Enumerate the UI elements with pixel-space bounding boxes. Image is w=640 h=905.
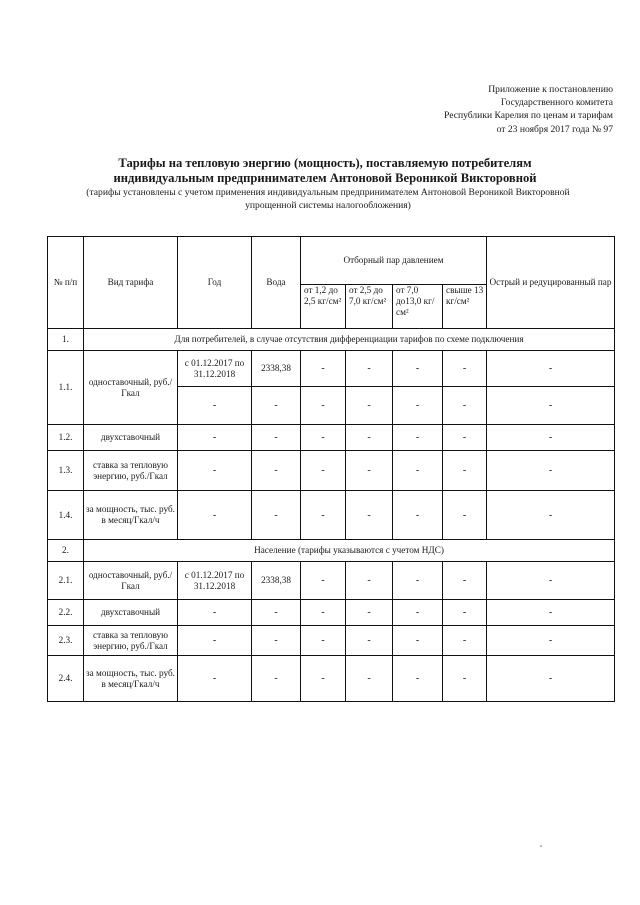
cell-dash: - bbox=[393, 451, 443, 491]
row-num: 2.2. bbox=[48, 600, 84, 626]
table-row bbox=[48, 351, 615, 387]
subtitle-line: упрощенной системы налогообложения) bbox=[245, 199, 411, 211]
cell-dash: - bbox=[487, 491, 615, 540]
header-tariff-type: Вид тарифа bbox=[84, 237, 178, 329]
row-water-value: 2338,38 bbox=[252, 351, 301, 387]
cell-dash: - bbox=[178, 656, 252, 702]
row-tariff-type: двухставочный bbox=[84, 600, 178, 626]
document-title bbox=[40, 156, 610, 186]
table-row bbox=[48, 451, 615, 491]
cell-dash: - bbox=[178, 425, 252, 451]
tariff-table bbox=[47, 236, 615, 702]
cell-dash: - bbox=[178, 387, 252, 425]
cell-dash: - bbox=[252, 425, 301, 451]
cell-dash: - bbox=[393, 351, 443, 387]
cell-dash: - bbox=[346, 351, 393, 387]
cell-dash: - bbox=[443, 600, 487, 626]
cell-dash: - bbox=[346, 626, 393, 656]
header-pressure-4: свыше 13 кг/см² bbox=[443, 285, 487, 329]
header-water: Вода bbox=[252, 237, 301, 329]
appendix-line: Государственного комитета bbox=[500, 97, 613, 109]
row-tariff-type: за мощность, тыс. руб. в месяц/Гкал/ч bbox=[84, 656, 178, 702]
cell-dash: - bbox=[487, 351, 615, 387]
header-num: № п/п bbox=[48, 237, 84, 329]
table-row bbox=[48, 491, 615, 540]
row-num: 1. bbox=[48, 329, 84, 351]
appendix-line: Республики Карелия по ценам и тарифам bbox=[443, 110, 613, 122]
cell-dash: - bbox=[301, 626, 346, 656]
cell-dash: - bbox=[346, 491, 393, 540]
header-pressure-1: от 1,2 до 2,5 кг/см² bbox=[301, 285, 346, 329]
cell-dash: - bbox=[301, 387, 346, 425]
cell-dash: - bbox=[346, 656, 393, 702]
cell-dash: - bbox=[346, 387, 393, 425]
scan-speck bbox=[540, 845, 542, 847]
cell-dash: - bbox=[301, 451, 346, 491]
cell-dash: - bbox=[346, 562, 393, 600]
row-water-value: 2338,38 bbox=[252, 562, 301, 600]
row-period: с 01.12.2017 по 31.12.2018 bbox=[178, 351, 252, 387]
cell-dash: - bbox=[393, 387, 443, 425]
cell-dash: - bbox=[301, 656, 346, 702]
row-tariff-type: ставка за тепловую энергию, руб./Гкал bbox=[84, 451, 178, 491]
cell-dash: - bbox=[443, 562, 487, 600]
row-tariff-type: одноставочный, руб./Гкал bbox=[84, 351, 178, 425]
header-row bbox=[48, 237, 615, 285]
section-title: Для потребителей, в случае отсутствия дифференциации тарифов по схеме подключения bbox=[84, 329, 615, 351]
cell-dash: - bbox=[252, 387, 301, 425]
cell-dash: - bbox=[301, 425, 346, 451]
cell-dash: - bbox=[393, 626, 443, 656]
appendix-note bbox=[353, 83, 613, 136]
section-title: Население (тарифы указываются с учетом НДС) bbox=[84, 540, 615, 562]
row-num: 2. bbox=[48, 540, 84, 562]
row-num: 1.1. bbox=[48, 351, 84, 425]
row-num: 2.1. bbox=[48, 562, 84, 600]
cell-dash: - bbox=[178, 491, 252, 540]
cell-dash: - bbox=[252, 656, 301, 702]
header-year: Год bbox=[178, 237, 252, 329]
section-row bbox=[48, 329, 615, 351]
cell-dash: - bbox=[301, 351, 346, 387]
row-tariff-type: ставка за тепловую энергию, руб./Гкал bbox=[84, 626, 178, 656]
row-tariff-type: двухставочный bbox=[84, 425, 178, 451]
cell-dash: - bbox=[443, 451, 487, 491]
cell-dash: - bbox=[178, 451, 252, 491]
cell-dash: - bbox=[487, 425, 615, 451]
cell-dash: - bbox=[346, 451, 393, 491]
cell-dash: - bbox=[346, 600, 393, 626]
row-num: 1.3. bbox=[48, 451, 84, 491]
table-row bbox=[48, 425, 615, 451]
cell-dash: - bbox=[443, 656, 487, 702]
row-num: 2.4. bbox=[48, 656, 84, 702]
row-tariff-type: за мощность, тыс. руб. в месяц/Гкал/ч bbox=[84, 491, 178, 540]
row-num: 1.4. bbox=[48, 491, 84, 540]
row-tariff-type: одноставочный, руб./Гкал bbox=[84, 562, 178, 600]
table-row bbox=[48, 656, 615, 702]
table-row bbox=[48, 562, 615, 600]
row-num: 2.3. bbox=[48, 626, 84, 656]
cell-dash: - bbox=[443, 491, 487, 540]
cell-dash: - bbox=[252, 491, 301, 540]
cell-dash: - bbox=[393, 491, 443, 540]
appendix-line: от 23 ноября 2017 года № 97 bbox=[496, 123, 613, 135]
cell-dash: - bbox=[346, 425, 393, 451]
cell-dash: - bbox=[393, 425, 443, 451]
cell-dash: - bbox=[178, 600, 252, 626]
row-num: 1.2. bbox=[48, 425, 84, 451]
cell-dash: - bbox=[443, 387, 487, 425]
cell-dash: - bbox=[252, 451, 301, 491]
cell-dash: - bbox=[487, 656, 615, 702]
section-row bbox=[48, 540, 615, 562]
header-pressure-2: от 2,5 до 7,0 кг/см² bbox=[346, 285, 393, 329]
title-line: Тарифы на тепловую энергию (мощность), поставляемую потребителям bbox=[118, 156, 532, 170]
subtitle-line: (тарифы установлены с учетом применения индивидуальным предпринимателем Антоновой Вероникой Викторовной bbox=[86, 187, 570, 198]
cell-dash: - bbox=[252, 600, 301, 626]
title-line: индивидуальным предпринимателем Антоновой Вероникой Викторовной bbox=[113, 171, 537, 185]
cell-dash: - bbox=[487, 562, 615, 600]
cell-dash: - bbox=[443, 351, 487, 387]
cell-dash: - bbox=[393, 656, 443, 702]
cell-dash: - bbox=[393, 600, 443, 626]
header-pressure-3: от 7,0 до13,0 кг/см² bbox=[393, 285, 443, 329]
cell-dash: - bbox=[443, 425, 487, 451]
cell-dash: - bbox=[301, 600, 346, 626]
appendix-line: Приложение к постановлению bbox=[488, 84, 613, 95]
cell-dash: - bbox=[487, 451, 615, 491]
cell-dash: - bbox=[301, 562, 346, 600]
cell-dash: - bbox=[487, 387, 615, 425]
cell-dash: - bbox=[393, 562, 443, 600]
cell-dash: - bbox=[301, 491, 346, 540]
cell-dash: - bbox=[178, 626, 252, 656]
cell-dash: - bbox=[443, 626, 487, 656]
table-row bbox=[48, 600, 615, 626]
cell-dash: - bbox=[252, 626, 301, 656]
cell-dash: - bbox=[487, 626, 615, 656]
document-subtitle bbox=[48, 187, 608, 212]
cell-dash: - bbox=[487, 600, 615, 626]
header-steam: Отборный пар давлением bbox=[301, 237, 487, 285]
row-period: с 01.12.2017 по 31.12.2018 bbox=[178, 562, 252, 600]
table-row bbox=[48, 626, 615, 656]
header-sharp-steam: Острый и редуцированный пар bbox=[487, 237, 615, 329]
